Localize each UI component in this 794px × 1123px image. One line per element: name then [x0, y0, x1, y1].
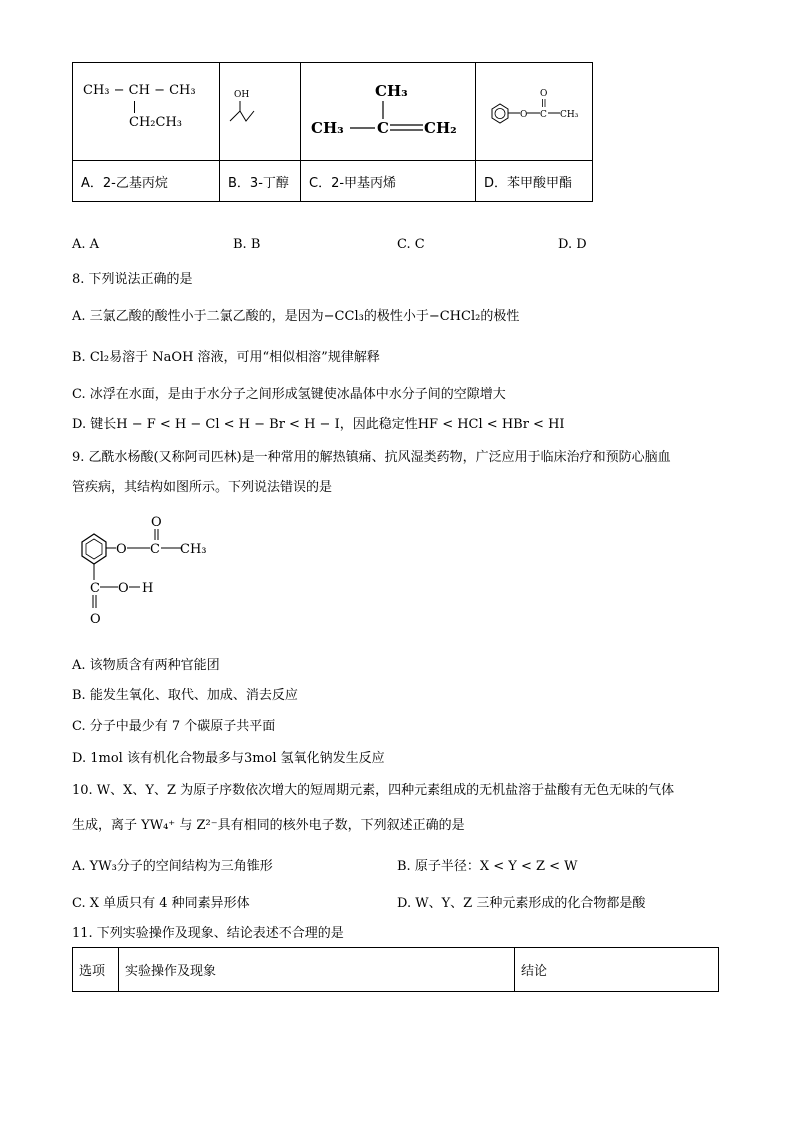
q11-header-procedure: 实验操作及现象 [119, 948, 515, 992]
q8-option-b [72, 346, 380, 365]
q8-option-a [72, 305, 519, 324]
q8-a-mid: 的极性小于 [363, 309, 429, 324]
aspirin-structure [78, 512, 218, 632]
aspirin-h: H [142, 581, 154, 596]
aspirin-o-bottom: O [90, 612, 101, 627]
q10-stem-post: 具有相同的核外电子数，下列叙述正确的是 [217, 818, 465, 833]
structure-d-o2: O [540, 89, 548, 99]
q8-a-text: A. 三氯乙酸的酸性小于二氯乙酸的，是因为 [72, 309, 324, 324]
structure-c-top: CH₃ [375, 82, 408, 100]
q10-option-c: C. X 单质只有 4 种同素异形体 [72, 896, 250, 911]
structure-b-drawing [220, 63, 300, 156]
q11-header-option: 选项 [73, 948, 119, 992]
aspirin-c2: C [90, 581, 100, 596]
q7-option-a: A. A [72, 237, 100, 252]
q10-option-d: D. W、Y、Z 三种元素形成的化合物都是酸 [397, 896, 646, 911]
q11-table-header-row [73, 948, 719, 992]
q8-b-text: 易溶于 NaOH 溶液，可用“相似相溶”规律解释 [109, 350, 380, 365]
q10-ion-ywa: YW₄⁺ [141, 818, 176, 833]
q10-ion-z: Z²⁻ [196, 818, 218, 833]
structure-d-cell [476, 63, 593, 161]
structure-d-label: D．苯甲酸甲酯 [476, 161, 593, 202]
q9-option-d: D. 1mol 该有机化合物最多与3mol 氢氧化钠发生反应 [72, 751, 385, 766]
structure-a-line2: CH₂CH₃ [129, 115, 182, 130]
q9-stem-line2: 管疾病，其结构如图所示。下列说法错误的是 [72, 480, 333, 495]
structure-d-ch3: CH₃ [560, 110, 579, 120]
q9-option-c: C. 分子中最少有 7 个碳原子共平面 [72, 719, 276, 734]
structure-a-cell [73, 63, 220, 161]
structure-b-cell [220, 63, 301, 161]
q9-option-b: B. 能发生氧化、取代、加成、消去反应 [72, 688, 298, 703]
q8-option-c: C. 冰浮在水面，是由于水分子之间形成氢键使冰晶体中水分子间的空隙增大 [72, 387, 506, 402]
structure-a-label: A．2-乙基丙烷 [73, 161, 220, 202]
structure-b-oh: OH [234, 90, 250, 100]
q7-option-d: D. D [558, 237, 587, 252]
aspirin-ch3: CH₃ [180, 542, 207, 557]
q10-stem-line1: 10. W、X、Y、Z 为原子序数依次增大的短周期元素，四种元素组成的无机盐溶于盐酸有无色无味的气体 [72, 783, 675, 798]
q8-b-label: B. [72, 350, 86, 365]
q8-a-post: 的极性 [480, 309, 520, 324]
aspirin-o-top: O [151, 515, 162, 530]
aspirin-oh-o: O [118, 581, 129, 596]
q7-option-b: B. B [233, 237, 261, 252]
structure-table [72, 62, 593, 202]
structure-d-drawing [476, 63, 592, 156]
structure-c-drawing [301, 63, 475, 156]
structure-c-left: CH₃ [311, 119, 344, 137]
q10-stem-mid: 与 [179, 818, 193, 833]
q11-table [72, 947, 719, 992]
q10-option-a: A. YW₃分子的空间结构为三角锥形 [72, 859, 273, 874]
structure-c-right: CH₂ [424, 119, 457, 137]
q11-header-conclusion: 结论 [515, 948, 719, 992]
q10-stem-pre: 生成，离子 [72, 818, 138, 833]
structure-b-label: B．3-丁醇 [220, 161, 301, 202]
q8-stem: 8. 下列说法正确的是 [72, 272, 193, 287]
q11-stem: 11. 下列实验操作及现象、结论表述不合理的是 [72, 926, 344, 941]
q9-stem-line1: 9. 乙酰水杨酸(又称阿司匹林)是一种常用的解热镇痛、抗风湿类药物，广泛应用于临床治疗和预防心脑血 [72, 450, 671, 465]
q10-stem-line2 [72, 814, 465, 833]
structure-d-o1: O [520, 110, 528, 120]
q8-a-ccl3: −CCl₃ [323, 309, 364, 324]
aspirin-c1: C [150, 542, 160, 557]
q10-option-b: B. 原子半径：X < Y < Z < W [397, 859, 578, 874]
q7-option-c: C. C [397, 237, 425, 252]
structure-d-c: C [540, 110, 547, 120]
q8-a-chcl2: −CHCl₂ [428, 309, 481, 324]
q8-option-d: D. 键长H − F < H − Cl < H − Br < H − I，因此稳定性HF < HCl < HBr < HI [72, 417, 565, 432]
q9-option-a: A. 该物质含有两种官能团 [72, 658, 220, 673]
structure-a-line1: CH₃ − CH − CH₃ [83, 83, 196, 98]
structure-c-cell [301, 63, 476, 161]
aspirin-ester-o: O [116, 542, 127, 557]
structure-a-bond [134, 101, 135, 113]
q8-b-cl2: Cl₂ [89, 350, 110, 365]
structure-c-label: C．2-甲基丙烯 [301, 161, 476, 202]
structure-c-center: C [377, 119, 389, 137]
